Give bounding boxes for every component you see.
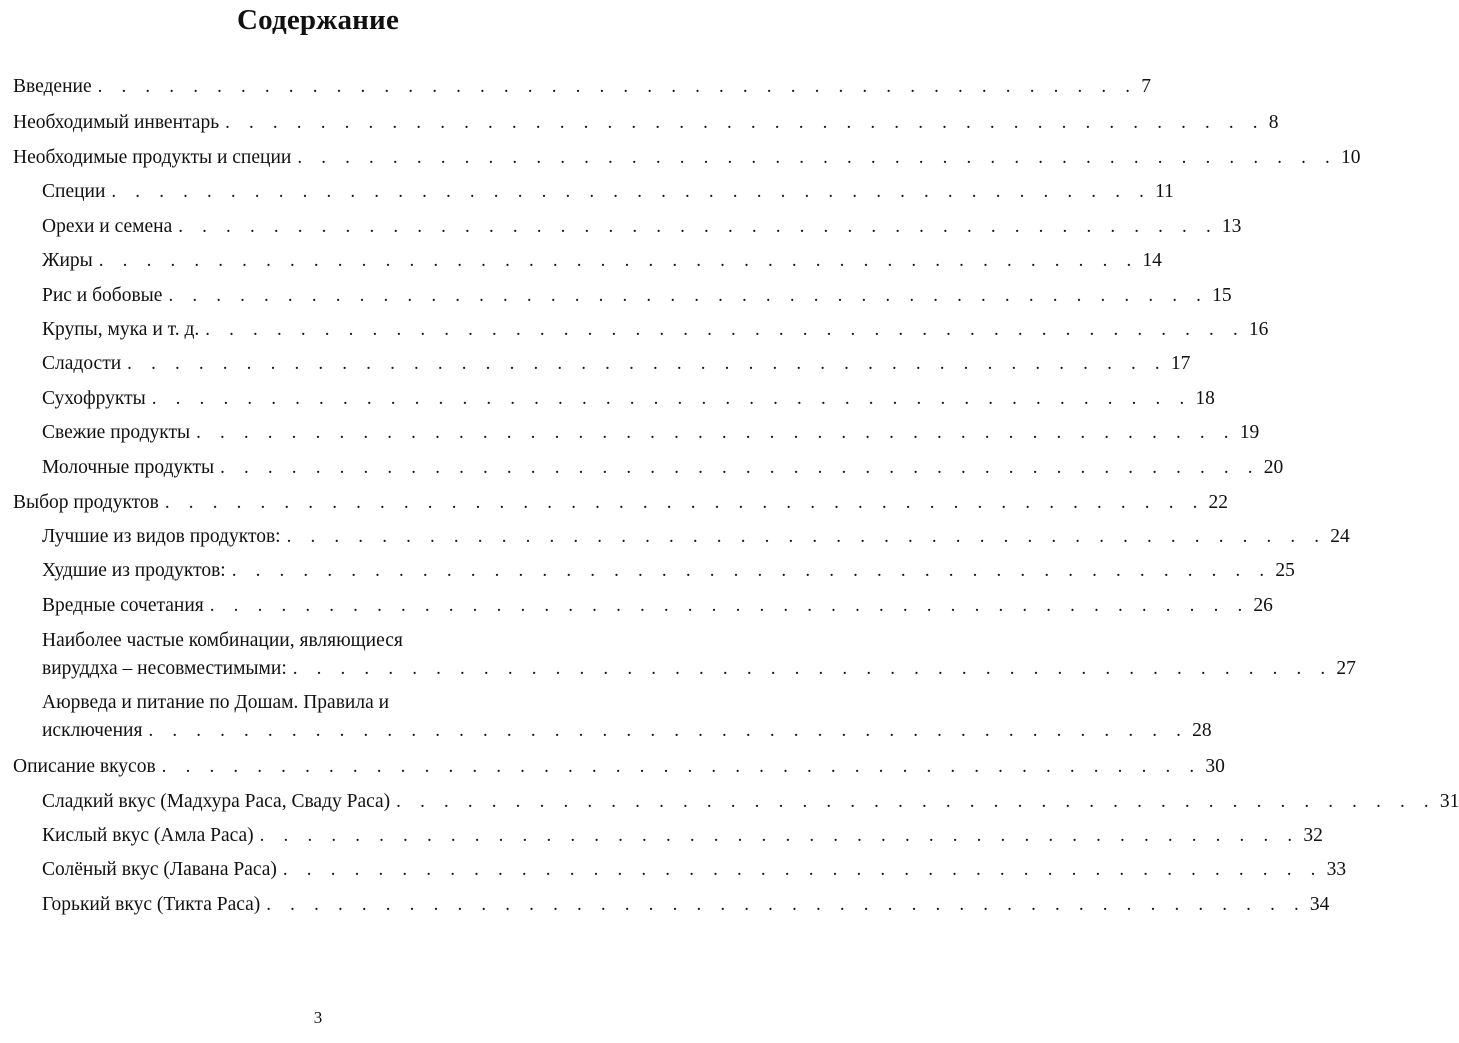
toc-entry-label: Жиры (42, 250, 93, 271)
leader-dots: . . . . . . . . . . . . . . . . . . . . . . . . . . . . . . . . . . . . . . . . . . . . (297, 147, 1337, 168)
leader-dots: . . . . . . . . . . . . . . . . . . . . . . . . . . . . . . . . . . . . . . . . . . . . (98, 250, 1139, 271)
leader-dots: . . . . . . . . . . . . . . . . . . . . . . . . . . . . . . . . . . . . . . . . . . . . (111, 181, 1152, 202)
toc-entry-label: Выбор продуктов (13, 492, 159, 513)
toc-entry-page: 10 (1340, 147, 1361, 168)
leader-dots: . . . . . . . . . . . . . . . . . . . . . . . . . . . . . . . . . . . . . . . . . . . . (209, 595, 1250, 616)
leader-dots: . . . . . . . . . . . . . . . . . . . . . . . . . . . . . . . . . . . . . . . . . . . . (231, 560, 1272, 581)
leader-dots: . . . . . . . . . . . . . . . . . . . . . . . . . . . . . . . . . . . . . . . . . . . . (164, 492, 1205, 513)
leader-dots: . . . . . . . . . . . . . . . . . . . . . . . . . . . . . . . . . . . . . . . . . . . . (168, 285, 1209, 306)
toc-entry-page: 34 (1309, 894, 1330, 915)
toc-entry-label: Лучшие из видов продуктов: (42, 526, 281, 547)
toc-entry-label: Специи (42, 181, 106, 202)
leader-dots: . . . . . . . . . . . . . . . . . . . . . . . . . . . . . . . . . . . . . . . . . . . . (259, 825, 1300, 846)
leader-dots: . . . . . . . . . . . . . . . . . . . . . . . . . . . . . . . . . . . . . . . . . . . . (292, 658, 1333, 679)
leader-dots: . . . . . . . . . . . . . . . . . . . . . . . . . . . . . . . . . . . . . . . . . . . . (220, 457, 1260, 478)
toc-entry-label: Необходимый инвентарь (13, 112, 220, 133)
toc-entry[interactable] (13, 106, 1279, 140)
toc-entry-page: 18 (1195, 388, 1215, 409)
toc-entry[interactable] (42, 520, 1350, 554)
toc-entry-page: 15 (1212, 285, 1232, 306)
toc-entry-page: 17 (1170, 353, 1191, 374)
toc-entry-page: 32 (1303, 825, 1323, 846)
toc-entry-page: 13 (1221, 216, 1242, 237)
toc-entry-page: 11 (1155, 181, 1174, 202)
toc-entry-label: Орехи и семена (42, 216, 173, 237)
toc-entry-page: 24 (1330, 526, 1350, 547)
leader-dots: . . . . . . . . . . . . . . . . . . . . . . . . . . . . . . . . . . . . . . . . . . . . (396, 791, 1436, 812)
toc-entry[interactable] (42, 819, 1323, 853)
page-title: Содержание (236, 4, 400, 36)
toc-entry-page: 22 (1208, 492, 1229, 513)
toc-entry-page: 16 (1248, 319, 1269, 340)
toc-entry-label: Свежие продукты (42, 422, 191, 443)
leader-dots: . . . . . . . . . . . . . . . . . . . . . . . . . . . . . . . . . . . . . . . . . . . . (286, 526, 1327, 547)
toc-entry[interactable] (42, 313, 1269, 347)
toc-entry-label: Молочные продукты (42, 457, 215, 478)
leader-dots: . . . . . . . . . . . . . . . . . . . . . . . . . . . . . . . . . . . . . . . . . . . . (148, 720, 1189, 741)
toc-entry-page: 19 (1239, 422, 1260, 443)
toc-entry-label: Сладости (42, 353, 122, 374)
toc-entry-label: исключения (42, 720, 143, 741)
toc-entry-label-line1: Аюрведа и питание по Дошам. Правила и (42, 692, 390, 713)
toc-entry-label: Необходимые продукты и специи (13, 147, 292, 168)
toc-entry-label: Солёный вкус (Лавана Раса) (42, 859, 277, 880)
leader-dots: . . . . . . . . . . . . . . . . . . . . . . . . . . . . . . . . . . . . . . . . . . . . (178, 216, 1218, 237)
toc-entry[interactable] (42, 888, 1330, 922)
toc-entry-page: 26 (1253, 595, 1273, 616)
toc-entry-label: Горький вкус (Тикта Раса) (42, 894, 261, 915)
toc-entry[interactable] (42, 853, 1347, 887)
leader-dots: . . . . . . . . . . . . . . . . . . . . . . . . . . . . . . . . . . . . . . . . . . . . (205, 319, 1245, 340)
toc-entry[interactable] (13, 141, 1361, 175)
toc-entry-label: Кислый вкус (Амла Раса) (42, 825, 254, 846)
toc-entry[interactable] (42, 652, 1356, 686)
toc-entry[interactable] (42, 416, 1260, 450)
leader-dots: . . . . . . . . . . . . . . . . . . . . . . . . . . . . . . . . . . . . . . . . . . . . (225, 112, 1265, 133)
leader-dots: . . . . . . . . . . . . . . . . . . . . . . . . . . . . . . . . . . . . . . . . . . . . (161, 756, 1202, 777)
toc-entry-page: 20 (1263, 457, 1284, 478)
toc-entry-page: 28 (1192, 720, 1212, 741)
toc-entry[interactable] (42, 382, 1215, 416)
leader-dots: . . . . . . . . . . . . . . . . . . . . . . . . . . . . . . . . . . . . . . . . . . . . (282, 859, 1323, 880)
toc-entry-page: 30 (1205, 756, 1225, 777)
leader-dots: . . . . . . . . . . . . . . . . . . . . . . . . . . . . . . . . . . . . . . . . . . . . (97, 76, 1138, 97)
toc-entry[interactable] (13, 750, 1225, 784)
toc-entry[interactable] (42, 451, 1284, 485)
toc-entry-label: Рис и бобовые (42, 285, 163, 306)
toc-entry-label: Сухофрукты (42, 388, 146, 409)
toc-entry[interactable] (42, 714, 1212, 748)
toc-entry[interactable] (13, 486, 1229, 520)
toc-entry-page: 7 (1141, 76, 1152, 97)
toc-entry[interactable] (42, 589, 1273, 623)
toc-entry-label: Худшие из продуктов: (42, 560, 226, 581)
toc-entry[interactable] (42, 347, 1191, 381)
leader-dots: . . . . . . . . . . . . . . . . . . . . . . . . . . . . . . . . . . . . . . . . . . . . (196, 422, 1236, 443)
toc-entry-label: Введение (13, 76, 92, 97)
toc-entry[interactable] (42, 175, 1174, 209)
toc-entry-page: 8 (1268, 112, 1279, 133)
toc-entry-label: Сладкий вкус (Мадхура Раса, Сваду Раса) (42, 791, 391, 812)
toc-entry[interactable] (42, 244, 1162, 278)
toc-entry[interactable] (42, 279, 1232, 313)
toc-entry-label: вируддха – несовместимыми: (42, 658, 287, 679)
page-number: 3 (313, 1008, 323, 1027)
leader-dots: . . . . . . . . . . . . . . . . . . . . . . . . . . . . . . . . . . . . . . . . . . . . (151, 388, 1192, 409)
toc-entry-label-line1: Наиболее частые комбинации, являющиеся (42, 630, 403, 651)
leader-dots: . . . . . . . . . . . . . . . . . . . . . . . . . . . . . . . . . . . . . . . . . . . . (266, 894, 1306, 915)
toc-entry-label: Описание вкусов (13, 756, 156, 777)
toc-entry-page: 31 (1439, 791, 1459, 812)
toc-entry[interactable] (42, 785, 1459, 819)
toc-entry-page: 33 (1326, 859, 1347, 880)
toc-entry-label: Крупы, мука и т. д. (42, 319, 200, 340)
toc-entry[interactable] (13, 70, 1152, 104)
leader-dots: . . . . . . . . . . . . . . . . . . . . . . . . . . . . . . . . . . . . . . . . . . . . (127, 353, 1167, 374)
toc-entry-page: 14 (1142, 250, 1162, 271)
toc-entry[interactable] (42, 554, 1295, 588)
toc-entry[interactable] (42, 210, 1242, 244)
toc-entry-page: 25 (1275, 560, 1295, 581)
toc-entry-page: 27 (1336, 658, 1356, 679)
toc-entry-label: Вредные сочетания (42, 595, 204, 616)
